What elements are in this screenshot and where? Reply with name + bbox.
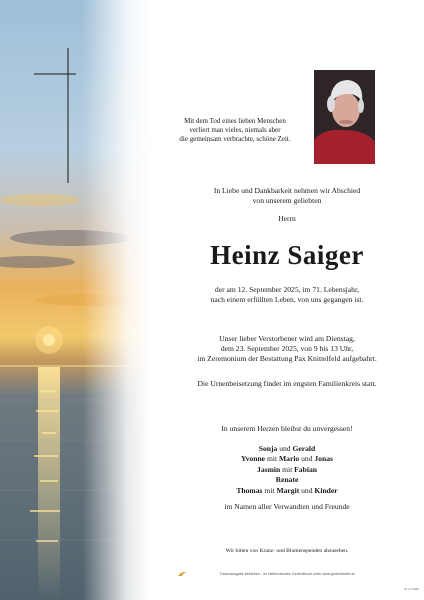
- quote-line: verliert man vieles, niemals aber: [189, 126, 281, 134]
- family-member: Thomas: [236, 485, 263, 495]
- death-notice-line: nach einem erfüllten Leben, von uns gegangen ist.: [210, 295, 364, 304]
- death-notice-line: der am 12. September 2025, im 71. Lebensjahr,: [214, 285, 360, 294]
- family-row: [150, 465, 424, 475]
- family-list: [150, 444, 424, 496]
- intro-line: In Liebe und Dankbarkeit nehmen wir Abschied: [213, 186, 361, 195]
- family-member: Jonas: [314, 454, 333, 464]
- footer-note: Trauerausgabe betrieben - im elektronischen Gedenkbuch unter www.gedenkseite.at: [219, 572, 355, 576]
- salutation: Herrn: [278, 214, 296, 223]
- quote-line: die gemeinsam verbrachte, schöne Zeit.: [179, 135, 291, 143]
- family-joiner: und: [299, 485, 315, 495]
- family-member: Kinder: [314, 485, 338, 495]
- family-row: [150, 475, 424, 485]
- death-notice: [150, 285, 424, 305]
- cross-icon: [34, 48, 76, 183]
- family-joiner: und: [299, 454, 315, 464]
- family-member: Margit: [276, 485, 300, 495]
- family-member: Fabian: [294, 464, 317, 474]
- portrait-photo: [314, 70, 375, 164]
- family-row: [150, 486, 424, 496]
- service-details: [150, 334, 424, 364]
- family-member: Renate: [275, 475, 299, 485]
- service-line: Unser lieber Verstorbener wird am Dienstag,: [219, 334, 355, 343]
- family-row: [150, 454, 424, 464]
- family-joiner: mit: [262, 485, 277, 495]
- deceased-name: Heinz Saiger: [210, 240, 364, 270]
- farewell-intro: [150, 186, 424, 206]
- family-member: Sonja: [258, 444, 278, 453]
- service-line: im Zeremonium der Bestattung Pax Knittelfeld aufgebahrt.: [197, 354, 377, 363]
- closing-line: im Namen aller Verwandten und Freunde: [224, 502, 350, 511]
- family-member: Yvonne: [240, 454, 266, 464]
- document-code: ID 27 9082: [404, 587, 419, 591]
- family-member: Gerald: [292, 444, 316, 453]
- urn-burial-note: Die Urnenbeisetzung findet im engsten Familienkreis statt.: [197, 379, 377, 388]
- family-member: Jasmin: [257, 464, 281, 474]
- flowers-request: Wir bitten von Kranz- und Blumenspenden abzusehen.: [225, 548, 349, 554]
- service-line: dem 23. September 2025, von 9 bis 13 Uhr,: [220, 344, 354, 353]
- family-joiner: und: [277, 444, 293, 453]
- memory-line: In unserem Herzen bleibst du unvergessen!: [221, 424, 353, 433]
- quote-line: Mit dem Tod eines lieben Menschen: [184, 117, 286, 125]
- family-joiner: mit: [280, 464, 295, 474]
- quote: [170, 117, 300, 144]
- intro-line: von unserem geliebten: [252, 196, 322, 205]
- family-row: [150, 444, 424, 454]
- family-member: Mario: [278, 454, 300, 464]
- family-joiner: mit: [265, 454, 279, 464]
